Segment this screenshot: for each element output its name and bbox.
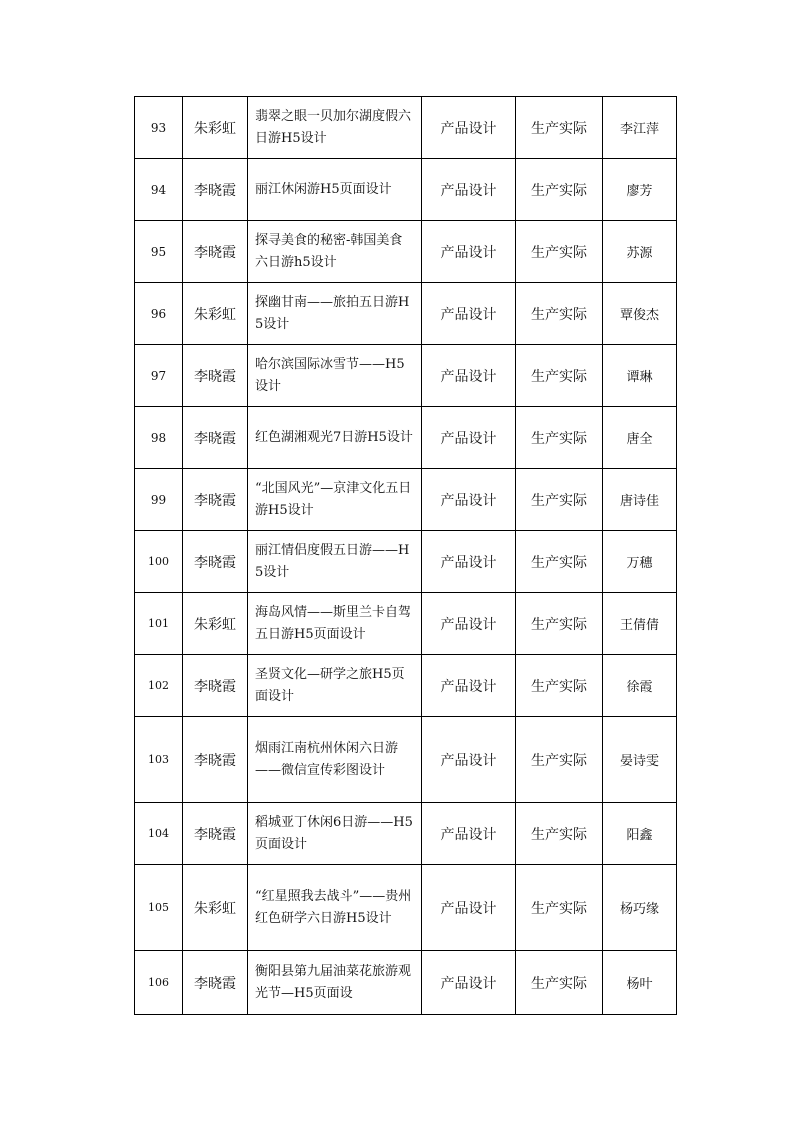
table-row — [135, 593, 677, 655]
student-name: 晏诗雯 — [603, 717, 677, 803]
project-category: 产品设计 — [422, 951, 516, 1015]
teacher-name: 李晓霞 — [183, 531, 248, 593]
student-name: 王倩倩 — [603, 593, 677, 655]
student-name: 覃俊杰 — [603, 283, 677, 345]
student-name: 谭琳 — [603, 345, 677, 407]
student-name: 唐诗佳 — [603, 469, 677, 531]
project-source: 生产实际 — [516, 283, 603, 345]
table-row — [135, 469, 677, 531]
table-body — [135, 97, 677, 1015]
student-name: 杨叶 — [603, 951, 677, 1015]
table-row — [135, 655, 677, 717]
row-number: 104 — [135, 803, 183, 865]
student-name: 阳鑫 — [603, 803, 677, 865]
student-name: 廖芳 — [603, 159, 677, 221]
project-category: 产品设计 — [422, 283, 516, 345]
project-category: 产品设计 — [422, 469, 516, 531]
table-row — [135, 283, 677, 345]
row-number: 102 — [135, 655, 183, 717]
student-name: 苏源 — [603, 221, 677, 283]
project-category: 产品设计 — [422, 97, 516, 159]
project-source: 生产实际 — [516, 951, 603, 1015]
project-category: 产品设计 — [422, 593, 516, 655]
project-title: 丽江情侣度假五日游——H5设计 — [255, 542, 410, 580]
project-category: 产品设计 — [422, 221, 516, 283]
project-category: 产品设计 — [422, 531, 516, 593]
student-name: 唐全 — [603, 407, 677, 469]
table-row — [135, 407, 677, 469]
project-category: 产品设计 — [422, 655, 516, 717]
teacher-name: 朱彩虹 — [183, 283, 248, 345]
project-source: 生产实际 — [516, 865, 603, 951]
table-row — [135, 951, 677, 1015]
project-category: 产品设计 — [422, 159, 516, 221]
teacher-name: 李晓霞 — [183, 655, 248, 717]
project-title: “红星照我去战斗”——贵州红色研学六日游H5设计 — [255, 888, 412, 926]
student-name: 杨巧缘 — [603, 865, 677, 951]
table-row — [135, 865, 677, 951]
project-title: 丽江休闲游H5页面设计 — [255, 181, 392, 197]
row-number: 103 — [135, 717, 183, 803]
table-row — [135, 717, 677, 803]
project-source: 生产实际 — [516, 803, 603, 865]
project-title: 哈尔滨国际冰雪节——H5设计 — [255, 356, 405, 394]
table-row — [135, 531, 677, 593]
project-title: “北国风光”—京津文化五日游H5设计 — [255, 480, 412, 518]
project-source: 生产实际 — [516, 469, 603, 531]
project-source: 生产实际 — [516, 221, 603, 283]
teacher-name: 李晓霞 — [183, 159, 248, 221]
project-category: 产品设计 — [422, 717, 516, 803]
project-title: 翡翠之眼一贝加尔湖度假六日游H5设计 — [255, 108, 412, 146]
project-category: 产品设计 — [422, 803, 516, 865]
row-number: 97 — [135, 345, 183, 407]
table-row — [135, 221, 677, 283]
project-title: 探幽甘南——旅拍五日游H5设计 — [255, 294, 410, 332]
student-name: 徐霞 — [603, 655, 677, 717]
row-number: 98 — [135, 407, 183, 469]
project-title: 烟雨江南杭州休闲六日游——微信宣传彩图设计 — [255, 740, 399, 778]
table-row — [135, 159, 677, 221]
row-number: 93 — [135, 97, 183, 159]
student-name: 李江萍 — [603, 97, 677, 159]
row-number: 95 — [135, 221, 183, 283]
project-source: 生产实际 — [516, 655, 603, 717]
project-category: 产品设计 — [422, 407, 516, 469]
project-title: 探寻美食的秘密-韩国美食六日游h5设计 — [255, 232, 403, 270]
table-row — [135, 97, 677, 159]
table-row — [135, 803, 677, 865]
project-title: 红色湖湘观光7日游H5设计 — [255, 429, 413, 445]
teacher-name: 李晓霞 — [183, 407, 248, 469]
row-number: 99 — [135, 469, 183, 531]
project-source: 生产实际 — [516, 97, 603, 159]
teacher-name: 李晓霞 — [183, 345, 248, 407]
teacher-name: 李晓霞 — [183, 221, 248, 283]
teacher-name: 李晓霞 — [183, 951, 248, 1015]
table-row — [135, 345, 677, 407]
project-source: 生产实际 — [516, 593, 603, 655]
project-title: 海岛风情——斯里兰卡自驾五日游H5页面设计 — [255, 604, 412, 642]
row-number: 96 — [135, 283, 183, 345]
project-table — [134, 96, 677, 1015]
teacher-name: 朱彩虹 — [183, 593, 248, 655]
project-category: 产品设计 — [422, 345, 516, 407]
project-source: 生产实际 — [516, 531, 603, 593]
project-source: 生产实际 — [516, 159, 603, 221]
teacher-name: 李晓霞 — [183, 469, 248, 531]
row-number: 105 — [135, 865, 183, 951]
row-number: 94 — [135, 159, 183, 221]
student-name: 万穗 — [603, 531, 677, 593]
row-number: 106 — [135, 951, 183, 1015]
project-title: 衡阳县第九届油菜花旅游观光节—H5页面设 — [255, 963, 412, 1001]
project-category: 产品设计 — [422, 865, 516, 951]
project-source: 生产实际 — [516, 345, 603, 407]
teacher-name: 朱彩虹 — [183, 865, 248, 951]
project-title: 稻城亚丁休闲6日游——H5页面设计 — [255, 814, 413, 852]
row-number: 101 — [135, 593, 183, 655]
row-number: 100 — [135, 531, 183, 593]
teacher-name: 李晓霞 — [183, 717, 248, 803]
teacher-name: 朱彩虹 — [183, 97, 248, 159]
project-source: 生产实际 — [516, 717, 603, 803]
project-title: 圣贤文化—研学之旅H5页面设计 — [255, 666, 405, 704]
project-source: 生产实际 — [516, 407, 603, 469]
teacher-name: 李晓霞 — [183, 803, 248, 865]
